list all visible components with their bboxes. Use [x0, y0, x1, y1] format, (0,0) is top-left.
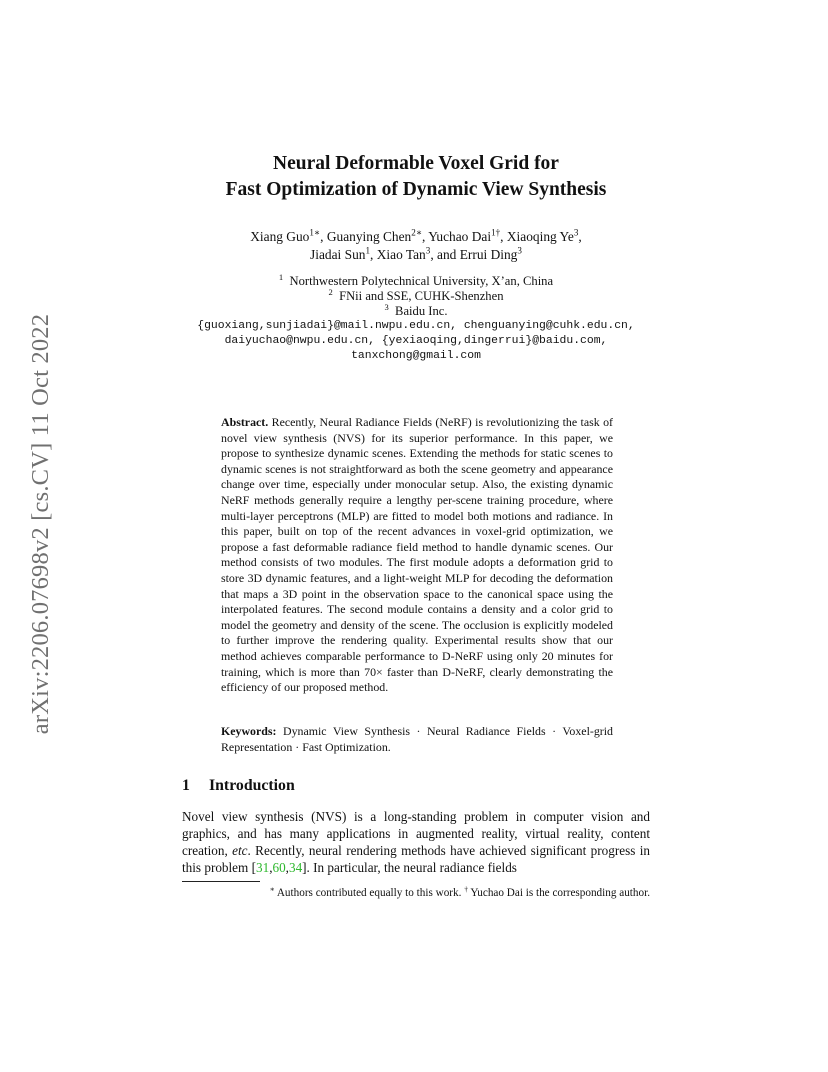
- citation-link[interactable]: 60: [272, 860, 286, 875]
- footnote-text: Authors contributed equally to this work.: [276, 887, 462, 899]
- affiliation-name: Northwestern Polytechnical University, X’an, China: [289, 274, 554, 288]
- citation-separator: ,: [285, 860, 289, 875]
- author-affil-mark: 3: [425, 245, 431, 256]
- email-line: tanxchong@gmail.com: [351, 350, 481, 362]
- section-number: 1: [182, 777, 190, 794]
- author-affil-mark: 3: [573, 227, 579, 238]
- author-affil-mark: 3: [517, 245, 522, 256]
- title-line-2: Fast Optimization of Dynamic View Synthesis: [225, 179, 607, 200]
- author-list: [150, 228, 682, 264]
- footnote-divider: [182, 881, 260, 882]
- affiliations: [150, 271, 682, 364]
- abstract-label: Abstract.: [221, 415, 269, 429]
- affiliation-1: [150, 271, 682, 289]
- email-line: {guoxiang,sunjiadai}@mail.nwpu.edu.cn, chenguanying@cuhk.edu.cn,: [197, 320, 635, 332]
- title-line-1: Neural Deformable Voxel Grid for: [273, 153, 559, 174]
- author-line-1: Xiang Guo$^{1∗}$, Guanying Chen$^{2∗}$, Yuchao Dai$^{1\dagger}$, Xiaoqing Ye$^3$,: [250, 227, 582, 244]
- intro-etc: etc: [232, 843, 248, 858]
- author-affil-mark: 1†: [491, 227, 501, 238]
- author-name: Xiao Tan: [376, 247, 426, 262]
- citation-link[interactable]: 31: [256, 860, 270, 875]
- affiliation-name: FNii and SSE, CUHK-Shenzhen: [339, 289, 504, 303]
- footnote: [182, 886, 650, 900]
- author-name: Jiadai Sun: [310, 247, 366, 262]
- affiliation-number: 3: [384, 301, 389, 312]
- keywords-label: Keywords:: [221, 724, 277, 738]
- section-title: Introduction: [209, 777, 295, 794]
- introduction-paragraph: [182, 808, 650, 876]
- affiliation-name: Baidu Inc.: [395, 304, 448, 318]
- author-name: Errui Ding: [459, 247, 518, 262]
- author-line-2: Jiadai Sun$^1$, Xiao Tan$^3$, and Errui Ding$^3$: [310, 245, 522, 262]
- intro-text: . Recently, neural rendering methods have achieved significant progress in this problem [: [182, 843, 650, 875]
- author-affil-mark: 1: [365, 245, 371, 256]
- abstract-text: Recently, Neural Radiance Fields (NeRF) is revolutionizing the task of novel view synthesis (NVS) for its superior performance. In this paper, we propose to synthesize dynamic scenes. Extending the methods for static scenes to dynamic scenes is not straightforward as both the scene geometry and appearance change over time, especially under monocular setup. Also, the existing dynamic NeRF methods generally require a lengthy per-scene training procedure, where multi-layer perceptrons (MLP) are fitted to model both motions and radiance. In this paper, built on top of the recent advances in voxel-grid optimization, we propose a fast deformable radiance field method to handle dynamic scenes. Our method consists of two modules. The first module adopts a deformation grid to store 3D dynamic features, and a light-weight MLP for decoding the deformation that maps a 3D point in the observation space to the canonical space using the interpolated features. The second module contains a density and a color grid to model the geometry and density of the scene. The occlusion is explicitly modeled to further improve the rendering quality. Experimental results show that our method achieves comparable performance to D-NeRF using only 20 minutes for training, which is more than 70× faster than D-NeRF, clearly demonstrating the efficiency of our proposed method.: [221, 415, 613, 695]
- email-line: daiyuchao@nwpu.edu.cn, {yexiaoqing,dingerrui}@baidu.com,: [224, 335, 608, 347]
- arxiv-identifier-text: arXiv:2206.07698v2 [cs.CV] 11 Oct 2022: [27, 313, 55, 735]
- abstract: [221, 415, 613, 696]
- affiliation-3: [150, 301, 682, 319]
- author-name: Xiang Guo: [250, 229, 310, 244]
- author-name: Xiaoqing Ye: [506, 229, 574, 244]
- affiliation-2: [150, 286, 682, 304]
- intro-text: ]. In particular, the neural radiance fields: [302, 860, 517, 875]
- affiliation-number: 1: [278, 271, 284, 282]
- affiliation-number: 2: [328, 286, 333, 297]
- author-name: Guanying Chen: [326, 229, 412, 244]
- footnote-text: Yuchao Dai is the corresponding author.: [470, 887, 650, 899]
- keywords-text: Dynamic View Synthesis · Neural Radiance Fields · Voxel-grid Representation · Fast Optimization.: [221, 724, 614, 754]
- author-name: Yuchao Dai: [428, 229, 492, 244]
- citation-separator: ,: [269, 860, 273, 875]
- footnote-symbol: ∗: [269, 884, 275, 894]
- arxiv-identifier: [20, 289, 62, 759]
- keywords: [221, 724, 613, 755]
- section-heading: [182, 777, 295, 795]
- citation-link[interactable]: 34: [288, 860, 303, 875]
- intro-text: Novel view synthesis (NVS) is a long-standing problem in computer vision and graphics, and has many applications in augmented reality, virtual reality, content creation,: [182, 809, 650, 858]
- paper-title: [150, 151, 682, 203]
- author-affil-mark: 2∗: [411, 227, 423, 238]
- author-conjunction: and: [437, 247, 457, 262]
- author-affil-mark: 1∗: [309, 227, 321, 238]
- footnote-symbol: †: [464, 884, 469, 894]
